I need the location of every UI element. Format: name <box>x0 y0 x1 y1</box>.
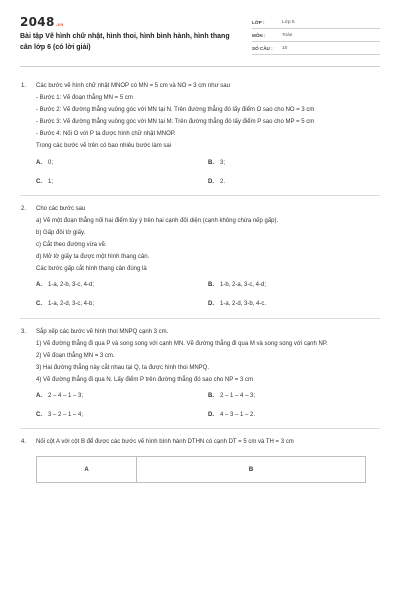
option-letter: C. <box>36 178 42 185</box>
option-letter: B. <box>208 392 214 399</box>
option-letter: D. <box>208 301 214 308</box>
step-line: b) Gấp đôi tờ giấy. <box>36 229 86 236</box>
question-text: Sắp xếp các bước vẽ hình thoi MNPQ cạnh 3 cm. <box>36 328 169 335</box>
option-letter: B. <box>208 159 214 166</box>
column-a-header: A <box>37 457 137 482</box>
meta-value: Lớp 6 <box>282 19 295 25</box>
matching-table <box>36 456 366 483</box>
table-header-row <box>37 457 365 483</box>
option-d[interactable] <box>208 300 380 308</box>
option-letter: D. <box>208 178 214 185</box>
option-text: 2 – 1 – 4 – 3; <box>220 392 256 399</box>
question-text: Cho các bước sau <box>36 205 86 212</box>
option-b[interactable] <box>208 281 380 289</box>
question-1 <box>20 82 380 186</box>
site-logo[interactable] <box>20 14 63 30</box>
meta-info <box>252 16 380 55</box>
question-divider <box>20 428 380 429</box>
option-text: 2. <box>220 178 226 185</box>
question-2 <box>20 205 380 309</box>
option-letter: A. <box>36 282 42 289</box>
question-text: Các bước vẽ hình chữ nhật MNOP có MN = 5 cm và NO = 3 cm như sau <box>36 83 230 89</box>
option-b[interactable] <box>208 159 380 167</box>
option-text: 1-b, 2-a, 3-c, 4-d; <box>220 282 267 289</box>
meta-label: SỐ CÂU : <box>252 45 273 51</box>
logo-main: 2048 <box>20 15 55 29</box>
column-b-header: B <box>248 466 254 473</box>
option-letter: C. <box>36 412 42 419</box>
step-line: - Bước 2: Vẽ đường thẳng vuông góc với MN tại N. Trên đường thẳng đó lấy điểm O sao cho NO = 3 cm <box>36 107 315 114</box>
step-line: 3) Hai đường thẳng này cắt nhau tại Q, ta được hình thoi MNPQ. <box>36 364 209 371</box>
question-number: 4. <box>21 439 27 446</box>
option-text: 3 – 2 – 1 – 4; <box>48 412 84 419</box>
question-4 <box>20 438 380 446</box>
option-a[interactable] <box>36 281 208 289</box>
option-letter: A. <box>36 159 42 166</box>
option-c[interactable] <box>36 411 208 419</box>
meta-row-subject <box>252 29 380 42</box>
option-text: 4 – 3 – 1 – 2. <box>220 412 256 419</box>
option-text: 1; <box>48 178 54 185</box>
answer-options <box>36 159 380 186</box>
option-text: 1-a, 2-b, 3-c, 4-d; <box>48 282 95 289</box>
question-text: Nối cột A với cột B để được các bước vẽ hình bình hành DTHN có cạnh DT = 5 cm và TH = 3 cm <box>36 439 294 446</box>
option-a[interactable] <box>36 392 208 400</box>
option-letter: D. <box>208 412 214 419</box>
step-line: - Bước 3: Vẽ đường thẳng vuông góc với MN tại M. Trên đường thẳng đó lấy điểm P sao cho MP = 5 cm <box>36 119 315 126</box>
meta-row-class <box>252 16 380 29</box>
answer-options <box>36 392 380 419</box>
header-divider <box>20 66 380 67</box>
document-header <box>20 14 380 60</box>
meta-value: Toán <box>282 32 293 38</box>
option-d[interactable] <box>208 411 380 419</box>
step-line: 1) Vẽ đường thẳng đi qua P và song song với cạnh MN. Vẽ đường thẳng đi qua M và song song với cạnh NP. <box>36 340 328 347</box>
option-text: 3; <box>220 159 226 166</box>
question-number: 1. <box>21 83 27 89</box>
step-line: - Bước 1: Vẽ đoạn thẳng MN = 5 cm <box>36 95 133 102</box>
question-list <box>20 82 380 483</box>
option-a[interactable] <box>36 159 208 167</box>
question-3 <box>20 328 380 420</box>
step-line: 2) Vẽ đoạn thẳng MN = 3 cm. <box>36 352 115 359</box>
option-c[interactable] <box>36 300 208 308</box>
option-b[interactable] <box>208 392 380 400</box>
option-text: 1-a, 2-d, 3-c, 4-b; <box>48 301 95 308</box>
meta-value: 10 <box>282 45 288 51</box>
question-prompt: Trong các bước vẽ trên có bao nhiêu bước làm sai <box>36 143 172 150</box>
meta-label: LỚP : <box>252 19 265 25</box>
option-c[interactable] <box>36 178 208 186</box>
step-line: a) Vẽ một đoạn thẳng nối hai điểm tùy ý trên hai cạnh đối diện (cạnh không chứa nếp gấp). <box>36 217 279 224</box>
option-text: 2 – 4 – 1 – 3; <box>48 392 84 399</box>
question-divider <box>20 195 380 196</box>
option-letter: B. <box>208 282 214 289</box>
step-line: - Bước 4: Nối O với P ta được hình chữ nhật MNOP. <box>36 131 176 138</box>
option-letter: A. <box>36 392 42 399</box>
meta-row-count <box>252 42 380 55</box>
option-text: 1-a, 2-d, 3-b, 4-c. <box>220 301 267 308</box>
question-prompt: Các bước gấp cắt hình thang cân đúng là <box>36 266 147 273</box>
question-divider <box>20 318 380 319</box>
step-line: 4) Vẽ đường thẳng đi qua N. Lấy điểm P trên đường thẳng đó sao cho NP = 3 cm <box>36 376 253 383</box>
step-line: c) Cắt theo đường vừa vẽ. <box>36 242 107 249</box>
option-text: 0; <box>48 159 54 166</box>
answer-options <box>36 281 380 308</box>
option-letter: C. <box>36 301 42 308</box>
question-number: 2. <box>21 205 27 212</box>
logo-suffix: .vn <box>55 22 64 27</box>
document-title: Bài tập Vẽ hình chữ nhật, hình thoi, hình bình hành, hình thang cân lớp 6 (có lời giải) <box>20 33 230 51</box>
question-number: 3. <box>21 328 27 335</box>
option-d[interactable] <box>208 178 380 186</box>
step-line: d) Mở tờ giấy ta được một hình thang cân. <box>36 254 150 261</box>
meta-label: MÔN : <box>252 32 266 38</box>
